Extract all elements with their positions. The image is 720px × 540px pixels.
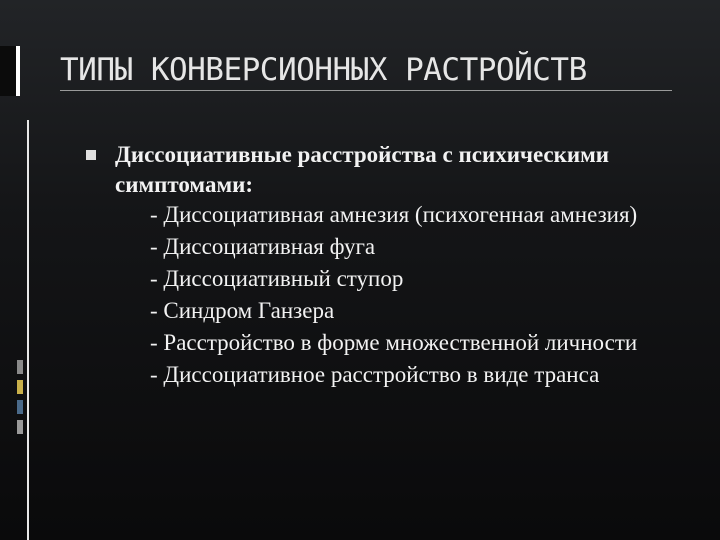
square-bullet-icon [86, 150, 96, 160]
list-item: - Диссоциативный ступор [150, 266, 404, 291]
sub-list [150, 200, 686, 389]
slide-content [86, 140, 686, 392]
decorative-stripe [17, 360, 23, 374]
decorative-stripe [17, 380, 23, 394]
list-item: - Диссоциативная фуга [150, 234, 376, 259]
decorative-bar [0, 46, 20, 96]
decorative-line [27, 120, 29, 540]
list-item: - Расстройство в форме множественной личности [150, 330, 638, 355]
slide-title: ТИПЫ КОНВЕРСИОННЫХ РАСТРОЙСТВ [60, 52, 587, 88]
title-underline [60, 90, 672, 91]
list-item: - Синдром Ганзера [150, 298, 335, 323]
list-item: - Диссоциативная амнезия (психогенная амнезия) [150, 202, 638, 227]
decorative-stripe [17, 400, 23, 414]
list-item: - Диссоциативное расстройство в виде транса [150, 362, 600, 387]
decorative-stripe [17, 420, 23, 434]
bullet-item [86, 140, 686, 389]
decorative-color-stack [17, 360, 23, 440]
bullet-heading: Диссоциативные расстройства с психическими симптомами: [115, 142, 610, 197]
